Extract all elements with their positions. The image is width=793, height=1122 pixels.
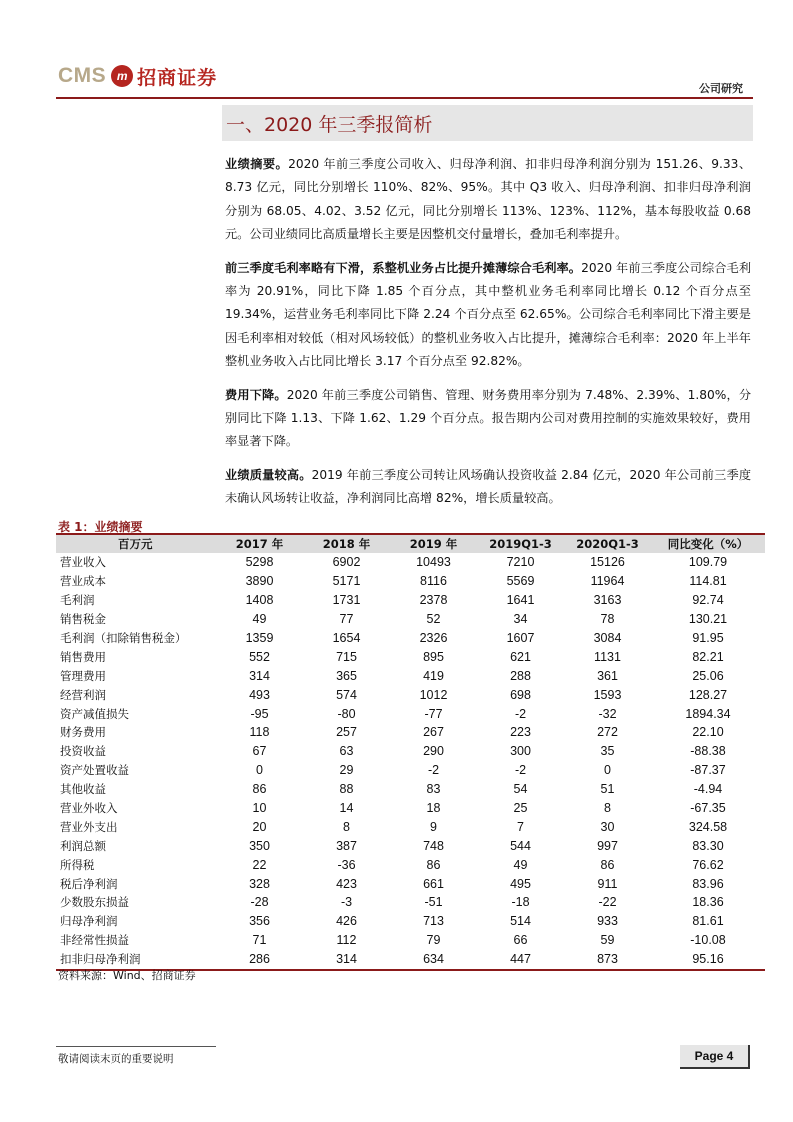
- table-cell: 86: [600, 857, 615, 872]
- table-cell: 35: [600, 744, 615, 759]
- table-row: [56, 591, 765, 610]
- table-cell: 5298: [245, 555, 274, 570]
- table-header-cell: 2019 年: [390, 535, 477, 553]
- section-heading: [222, 105, 753, 141]
- table-cell: 14: [339, 801, 354, 816]
- table-cell: 621: [510, 649, 531, 664]
- row-label: 扣非归母净利润: [60, 952, 141, 967]
- table-cell: -51: [424, 895, 443, 910]
- table-cell: 290: [423, 744, 444, 759]
- table-cell: 86: [252, 782, 267, 797]
- table-cell: 1408: [245, 593, 274, 608]
- table-cell: -4.94: [693, 782, 723, 797]
- table-cell: 11964: [590, 574, 625, 589]
- table-cell: 2378: [419, 593, 448, 608]
- table-cell: 10: [252, 801, 267, 816]
- row-label: 少数股东损益: [60, 895, 129, 910]
- table-header-cell: 同比变化（%）: [651, 535, 765, 553]
- table-cell: 748: [423, 838, 444, 853]
- table-cell: -3: [340, 895, 353, 910]
- table-cell: -22: [598, 895, 617, 910]
- paragraph-expenses: [225, 384, 751, 454]
- row-label: 毛利润: [60, 593, 95, 608]
- table-cell: 25: [513, 801, 528, 816]
- table-cell: 88: [339, 782, 354, 797]
- paragraph-text: 2020 年前三季度公司收入、归母净利润、扣非归母净利润分别为 151.26、9.33、8.73 亿元，同比分别增长 110%、82%、95%。其中 Q3 收入、归母净利润、扣非归母净利润分别为 68.05、4.02、3.52 亿元，同比分别增长 113%、123%、112%，基本每股收益 0.68 元。公司业绩同比高质量增长主要是因整机交付量增长，叠加毛利率提升。: [225, 157, 752, 242]
- table-cell: 286: [249, 952, 270, 967]
- table-cell: 92.74: [692, 593, 724, 608]
- table-cell: 3163: [593, 593, 622, 608]
- row-label: 投资收益: [60, 744, 106, 759]
- table-cell: 661: [423, 876, 444, 891]
- table-cell: 112: [336, 933, 357, 948]
- table-cell: 698: [510, 687, 531, 702]
- table-cell: 911: [597, 876, 618, 891]
- paragraph-lead: 前三季度毛利率略有下滑，系整机业务占比提升摊薄综合毛利率。: [225, 260, 582, 275]
- table-row: [56, 723, 765, 742]
- table-cell: 1731: [332, 593, 361, 608]
- table-cell: 1593: [593, 687, 622, 702]
- table-cell: 356: [249, 914, 270, 929]
- table-cell: -80: [337, 706, 356, 721]
- table-cell: 1359: [245, 631, 274, 645]
- row-label: 其他收益: [60, 782, 106, 797]
- table-cell: 79: [426, 933, 441, 948]
- logo-mark-icon: m: [111, 65, 133, 87]
- table-cell: 267: [423, 725, 444, 740]
- header-divider: [56, 97, 753, 99]
- table-cell: -95: [250, 706, 269, 721]
- paragraph-gross-margin: [225, 257, 751, 374]
- table-cell: 426: [336, 914, 357, 929]
- table-cell: 495: [510, 876, 531, 891]
- table-row: [56, 629, 765, 648]
- paragraph-text: 2019 年前三季度公司转让风场确认投资收益 2.84 亿元，2020 年公司前三季度未确认风场转让收益，净利润同比高增 82%，增长质量较高。: [225, 467, 752, 506]
- table-row: [56, 817, 765, 836]
- table-title: 表 1：业绩摘要: [58, 520, 143, 534]
- table-cell: 1607: [506, 631, 535, 645]
- table-cell: 109.79: [688, 555, 728, 570]
- table-cell: 997: [597, 838, 618, 853]
- report-type-label: 公司研究: [699, 82, 743, 95]
- table-cell: 544: [510, 838, 531, 853]
- table-cell: 1641: [506, 593, 535, 608]
- table-cell: 22.10: [692, 725, 724, 740]
- table-row: [56, 780, 765, 799]
- table-cell: 34: [513, 612, 528, 627]
- table-cell: 8116: [420, 574, 447, 589]
- table-cell: 52: [426, 612, 441, 627]
- table-cell: 118: [249, 725, 270, 740]
- table-cell: 288: [510, 668, 531, 683]
- table-row: [56, 874, 765, 893]
- table-row: [56, 912, 765, 931]
- row-label: 销售费用: [60, 649, 106, 664]
- table-cell: 552: [249, 649, 270, 664]
- row-label: 管理费用: [60, 668, 106, 683]
- table-cell: 3890: [245, 574, 274, 589]
- table-cell: 22: [252, 857, 267, 872]
- table-row: [56, 572, 765, 591]
- table-header-row: [56, 535, 765, 553]
- table-cell: 933: [597, 914, 618, 929]
- table-cell: 514: [510, 914, 531, 929]
- table-cell: 3084: [593, 631, 622, 645]
- table-cell: 365: [336, 668, 357, 683]
- table-source: 资料来源：Wind、招商证券: [58, 969, 196, 982]
- table-cell: 873: [597, 952, 618, 967]
- table-cell: 7210: [506, 555, 535, 570]
- table-cell: 51: [600, 782, 615, 797]
- table-cell: 10493: [416, 555, 451, 570]
- footer-disclaimer: 敬请阅读末页的重要说明: [58, 1053, 174, 1065]
- table-row: [56, 931, 765, 950]
- table-cell: 2326: [419, 631, 448, 645]
- row-label: 归母净利润: [60, 914, 118, 929]
- row-label: 营业外收入: [60, 801, 118, 816]
- logo-cn-text: 招商证券: [137, 66, 218, 89]
- table-cell: 419: [423, 668, 444, 683]
- paragraph-earnings-quality: [225, 464, 751, 511]
- table-cell: 77: [339, 612, 354, 627]
- table-row: [56, 855, 765, 874]
- table-cell: 67: [252, 744, 267, 759]
- paragraph-earnings-summary: [225, 153, 751, 247]
- table-cell: 18: [426, 801, 441, 816]
- row-label: 资产减值损失: [60, 706, 129, 721]
- table-cell: 59: [600, 933, 615, 948]
- table-cell: 0: [604, 763, 611, 778]
- table-cell: 5171: [332, 574, 361, 589]
- table-header-cell: 2018 年: [303, 535, 390, 553]
- table-row: [56, 950, 765, 969]
- table-header-cell: 2020Q1-3: [564, 535, 651, 553]
- table-cell: -18: [511, 895, 530, 910]
- table-cell: 314: [336, 952, 357, 967]
- table-cell: 574: [336, 687, 357, 702]
- report-body: [225, 153, 751, 521]
- table-cell: 223: [510, 725, 531, 740]
- row-label: 财务费用: [60, 725, 106, 740]
- table-cell: 83: [426, 782, 441, 797]
- row-label: 营业外支出: [60, 819, 118, 834]
- table-cell: 71: [252, 933, 267, 948]
- table-cell: -77: [424, 706, 443, 721]
- table-cell: -36: [337, 857, 356, 872]
- table-cell: 25.06: [692, 668, 724, 683]
- table-cell: 8: [343, 819, 350, 834]
- table-cell: 54: [513, 782, 528, 797]
- table-cell: 49: [252, 612, 267, 627]
- table-cell: -2: [514, 706, 527, 721]
- table-cell: -10.08: [690, 933, 726, 948]
- table-row: [56, 647, 765, 666]
- table-cell: 76.62: [692, 857, 724, 872]
- table-cell: 715: [336, 649, 357, 664]
- table-row: [56, 799, 765, 818]
- table-cell: -32: [598, 706, 617, 721]
- company-logo: [58, 62, 217, 90]
- table-row: [56, 893, 765, 912]
- logo-cms-text: CMS: [58, 64, 107, 87]
- table-cell: 86: [426, 857, 441, 872]
- table-cell: 895: [423, 649, 444, 664]
- table-cell: 387: [336, 838, 357, 853]
- earnings-table: [56, 533, 765, 971]
- table-header-cell: 2017 年: [216, 535, 303, 553]
- row-label: 销售税金: [60, 612, 106, 627]
- row-label: 利润总额: [60, 838, 106, 853]
- table-cell: 130.21: [688, 612, 728, 627]
- table-cell: 423: [336, 876, 357, 891]
- table-cell: 350: [249, 838, 270, 853]
- table-row: [56, 836, 765, 855]
- table-header-cell: 百万元: [56, 535, 216, 553]
- table-cell: 324.58: [688, 819, 728, 834]
- footer-divider: [56, 1046, 216, 1047]
- table-cell: 1012: [419, 687, 448, 702]
- table-cell: 81.61: [692, 914, 724, 929]
- table-cell: 114.81: [689, 574, 727, 589]
- table-cell: 9: [430, 819, 437, 834]
- table-cell: 20: [252, 819, 267, 834]
- table-cell: 82.21: [692, 649, 724, 664]
- table-cell: 18.36: [692, 895, 724, 910]
- table-cell: 6902: [332, 555, 361, 570]
- paragraph-lead: 费用下降。: [225, 387, 287, 402]
- table-cell: -88.38: [690, 744, 726, 759]
- paragraph-text: 2020 年前三季度公司综合毛利率为 20.91%，同比下降 1.85 个百分点，其中整机业务毛利率同比增长 0.12 个百分点至 19.34%，运营业务毛利率同比下降 2.24 个百分点至 62.65%。公司综合毛利率同比下滑主要是因毛利率相对较低（相对风场较低）的整机业务收入占比提升，摊薄综合毛利率：2020 年上半年整机业务收入占比同比增长 3.17 个百分点至 92.82%。: [225, 260, 752, 369]
- table-row: [56, 761, 765, 780]
- table-cell: 328: [249, 876, 270, 891]
- table-cell: 1131: [594, 649, 621, 664]
- table-cell: 447: [510, 952, 531, 967]
- table-cell: 15126: [590, 555, 625, 570]
- table-cell: 83.30: [692, 838, 724, 853]
- table-cell: 361: [597, 668, 618, 683]
- table-cell: 128.27: [688, 687, 728, 702]
- row-label: 非经常性损益: [60, 933, 129, 948]
- row-label: 所得税: [60, 857, 95, 872]
- table-cell: 66: [513, 933, 528, 948]
- table-header-cell: 2019Q1-3: [477, 535, 564, 553]
- table-row: [56, 553, 765, 572]
- table-cell: 78: [600, 612, 615, 627]
- table-cell: 272: [597, 725, 618, 740]
- page-number: Page 4: [680, 1045, 750, 1069]
- table-cell: 1894.34: [685, 706, 731, 721]
- table-cell: 63: [339, 744, 354, 759]
- table-row: [56, 685, 765, 704]
- table-cell: -87.37: [690, 763, 726, 778]
- table-cell: 0: [256, 763, 263, 778]
- table-row: [56, 742, 765, 761]
- table-cell: -67.35: [690, 801, 726, 816]
- row-label: 资产处置收益: [60, 763, 129, 778]
- row-label: 营业成本: [60, 574, 106, 589]
- row-label: 毛利润（扣除销售税金）: [60, 631, 187, 645]
- table-cell: -2: [427, 763, 440, 778]
- table-cell: 634: [423, 952, 444, 967]
- table-cell: 314: [249, 668, 270, 683]
- table-cell: 30: [600, 819, 615, 834]
- section-title: 一、2020 年三季报简析: [226, 113, 433, 136]
- table-row: [56, 704, 765, 723]
- row-label: 经营利润: [60, 687, 106, 702]
- table-cell: 300: [510, 744, 531, 759]
- paragraph-text: 2020 年前三季度公司销售、管理、财务费用率分别为 7.48%、2.39%、1.80%，分别同比下降 1.13、下降 1.62、1.29 个百分点。报告期内公司对费用控制的实施效果较好，费用率显著下降。: [225, 387, 752, 449]
- table-cell: -28: [250, 895, 269, 910]
- table-cell: 1654: [332, 631, 361, 645]
- row-label: 营业收入: [60, 555, 106, 570]
- table-cell: 49: [513, 857, 528, 872]
- table-cell: 95.16: [692, 952, 724, 967]
- paragraph-lead: 业绩摘要。: [225, 157, 289, 171]
- table-cell: 8: [604, 801, 611, 816]
- table-row: [56, 666, 765, 685]
- row-label: 税后净利润: [60, 876, 118, 891]
- table-cell: 257: [336, 725, 357, 740]
- table-cell: 91.95: [692, 631, 724, 645]
- table-cell: 493: [249, 687, 270, 702]
- table-row: [56, 610, 765, 629]
- table-cell: 5569: [506, 574, 535, 589]
- table-cell: 29: [339, 763, 354, 778]
- table-cell: 7: [517, 819, 524, 834]
- table-cell: 83.96: [692, 876, 724, 891]
- table-cell: -2: [514, 763, 527, 778]
- table-cell: 713: [423, 914, 444, 929]
- paragraph-lead: 业绩质量较高。: [225, 467, 312, 482]
